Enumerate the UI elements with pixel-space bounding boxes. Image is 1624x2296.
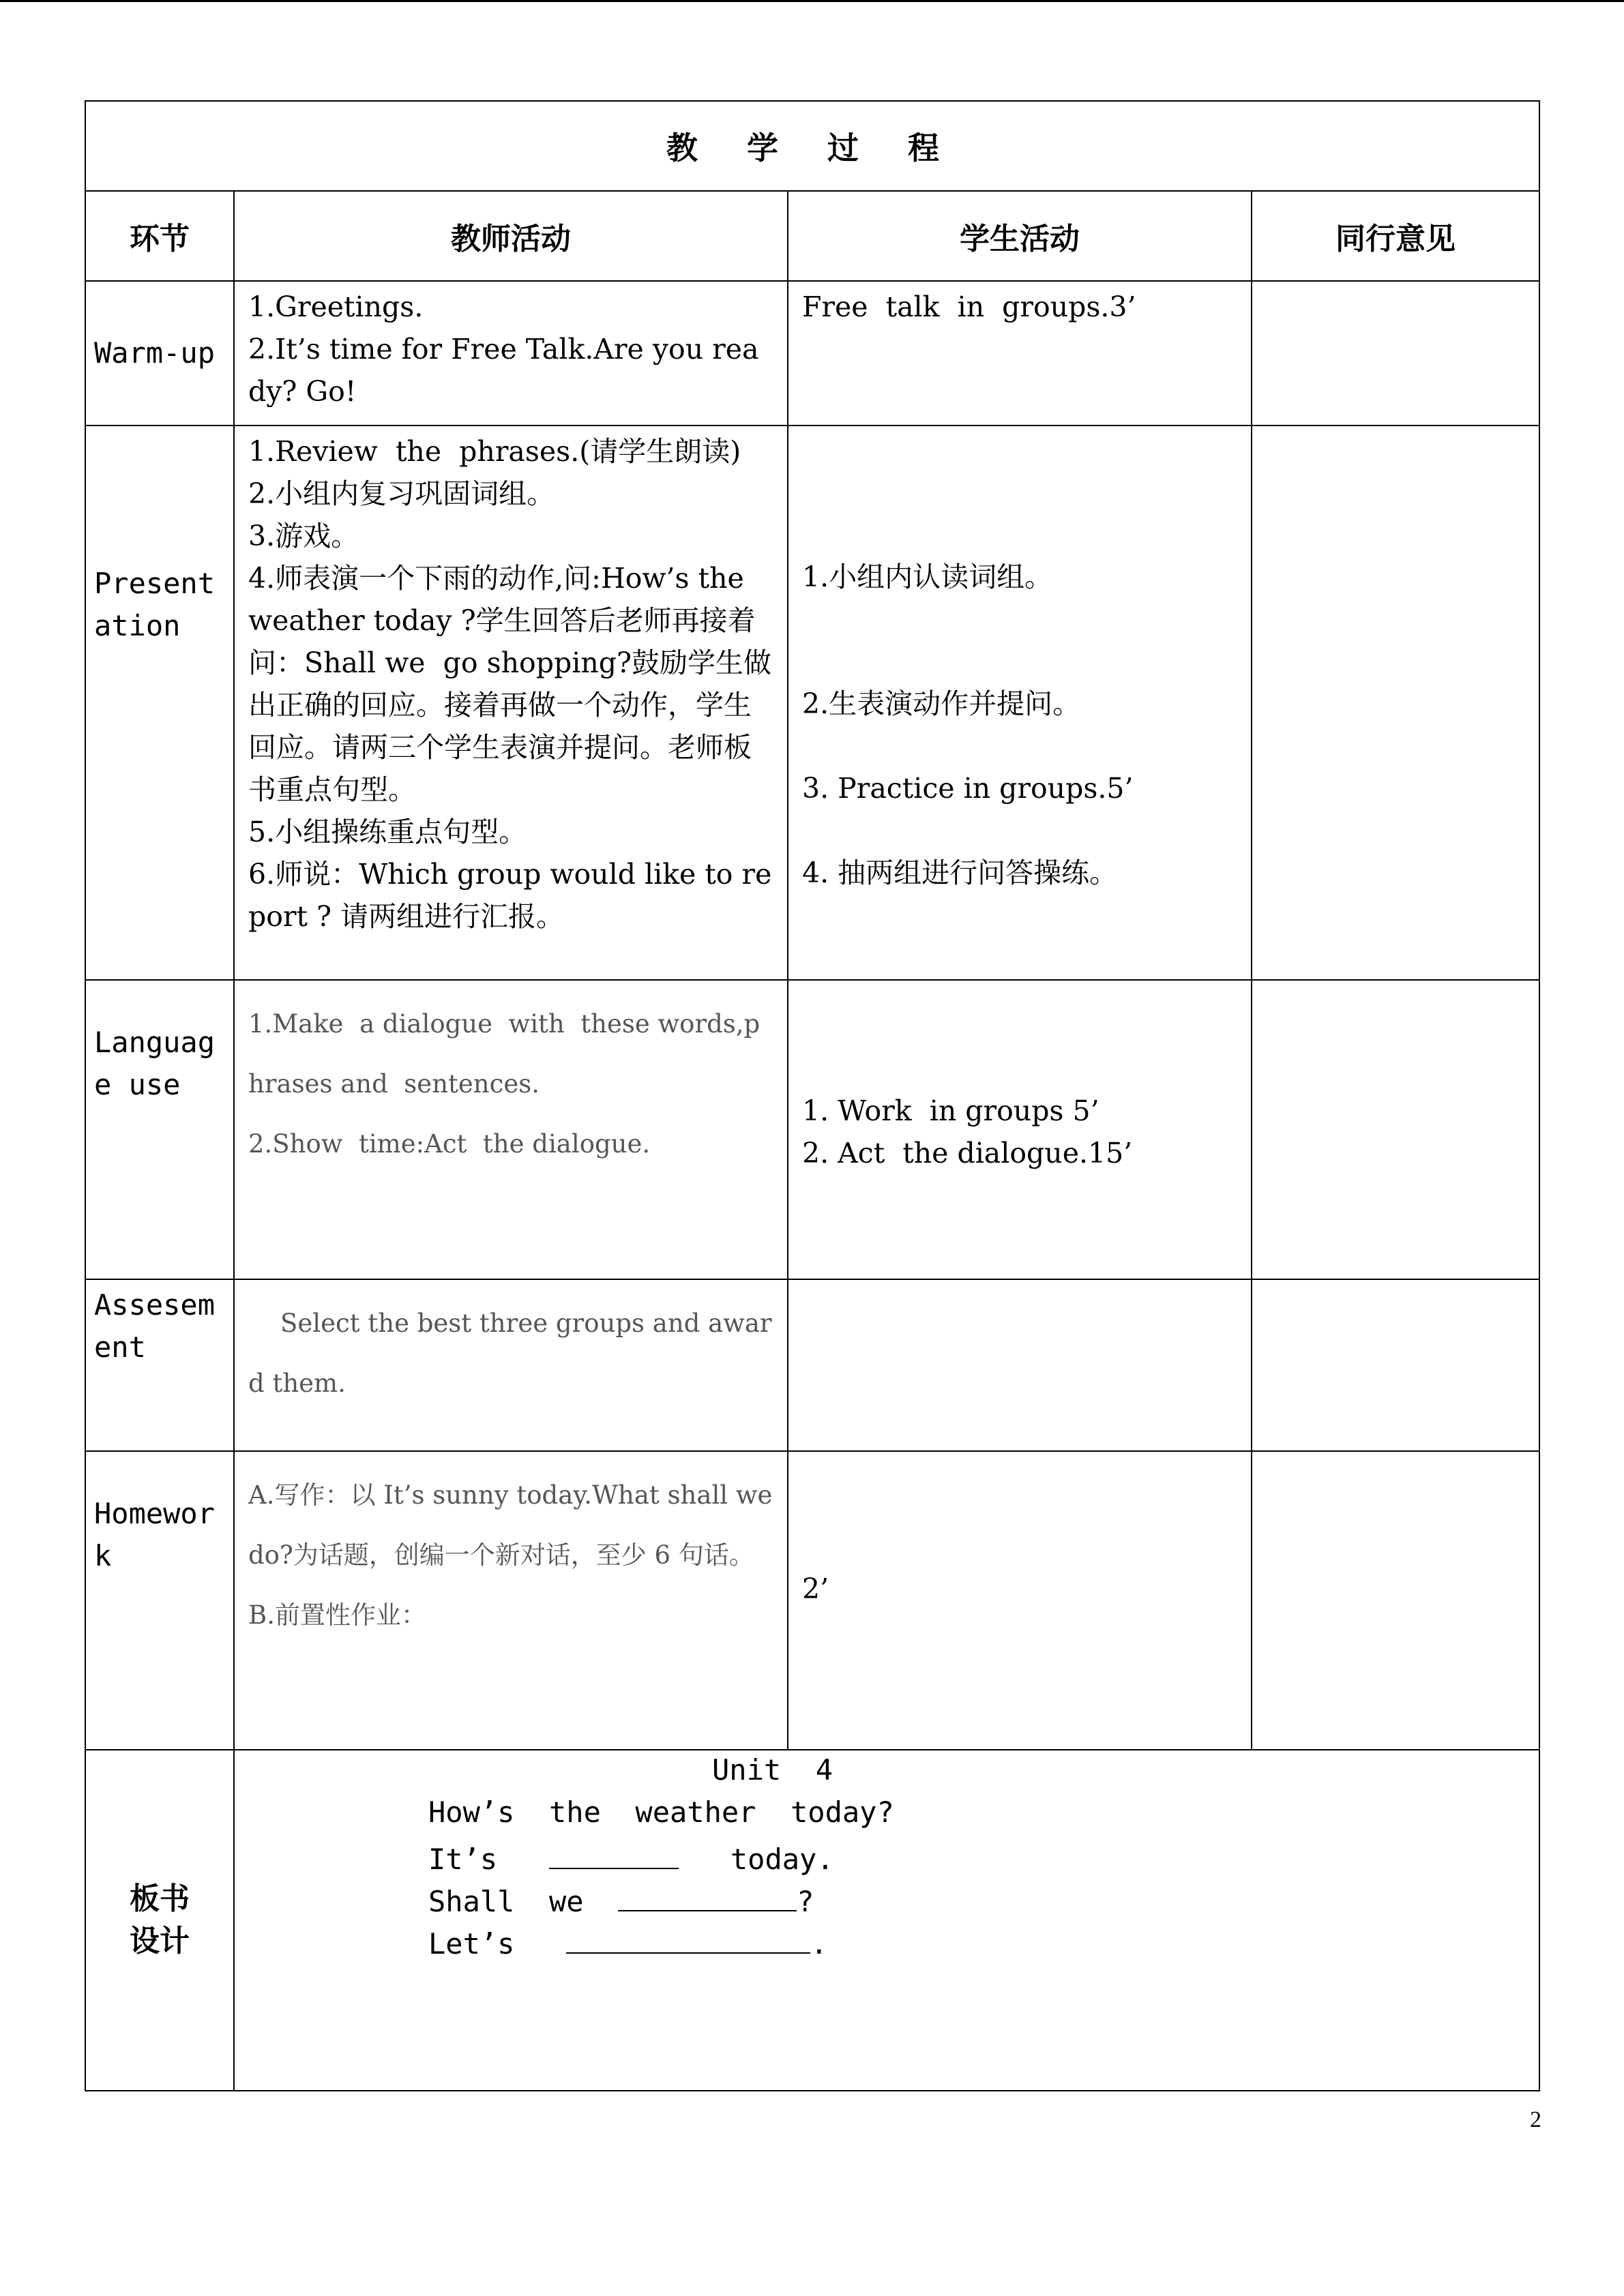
- student-warmup: [788, 281, 1252, 426]
- board-line-3: [428, 1880, 814, 1918]
- student-homework: [788, 1451, 1252, 1750]
- student-language-line: 1. Work in groups 5’: [802, 1094, 1099, 1128]
- row-language-use: [85, 980, 1539, 1279]
- header-peer-opinion: 同行意见: [1252, 191, 1539, 281]
- peer-assessment: [1252, 1279, 1539, 1451]
- header-stage: 环节: [85, 191, 234, 281]
- stage-presentation-text: Presentation: [94, 567, 216, 643]
- table-title: 教 学 过 程: [85, 101, 1539, 191]
- board-blank-3: [566, 1922, 810, 1954]
- row-assessment: [85, 1279, 1539, 1451]
- board-design-content: [234, 1750, 1539, 2091]
- teacher-language-line: 2.Show time:Act the dialogue.: [248, 1129, 651, 1159]
- student-language-use: [788, 980, 1252, 1279]
- teacher-presentation-line: 1.Review the phrases.(请学生朗读): [248, 435, 741, 468]
- lesson-plan-table: [85, 100, 1540, 2091]
- student-homework-line: 2’: [802, 1572, 829, 1605]
- student-presentation: [788, 426, 1252, 980]
- teacher-presentation-line: 3.游戏。: [248, 520, 359, 553]
- row-board-design: [85, 1750, 1539, 2091]
- teacher-language-use: [234, 980, 788, 1279]
- stage-assessment-text: Assesement: [94, 1287, 216, 1364]
- stage-board-design: [85, 1750, 234, 2091]
- board-line-4-end: .: [810, 1926, 828, 1960]
- board-blank-2: [618, 1880, 797, 1911]
- header-row: [85, 191, 1539, 281]
- teacher-warmup-line: 1.Greetings.: [248, 290, 424, 324]
- board-line-2: [428, 1838, 834, 1876]
- board-line-4: [428, 1922, 828, 1960]
- stage-presentation: [85, 426, 234, 980]
- student-presentation-line: 1.小组内认读词组。: [802, 561, 1053, 594]
- peer-warmup: [1252, 281, 1539, 426]
- header-teacher-activity: 教师活动: [234, 191, 788, 281]
- stage-homework: [85, 1451, 234, 1750]
- student-warmup-line: Free talk in groups.3’: [802, 290, 1136, 324]
- stage-homework-text: Homework: [94, 1496, 216, 1572]
- header-student-activity: 学生活动: [788, 191, 1252, 281]
- board-line-1: How’s the weather today?: [428, 1795, 894, 1829]
- board-unit: Unit 4: [712, 1753, 833, 1787]
- teacher-warmup: [234, 281, 788, 426]
- board-line-3-start: Shall we: [428, 1884, 584, 1918]
- peer-homework: [1252, 1451, 1539, 1750]
- peer-language-use: [1252, 980, 1539, 1279]
- row-homework: [85, 1451, 1539, 1750]
- teacher-assessment-line: Select the best three groups and award them.: [248, 1308, 772, 1398]
- page-number: 2: [1530, 2107, 1541, 2132]
- stage-warmup: Warm-up: [85, 281, 234, 426]
- board-line-2-end: today.: [730, 1842, 834, 1876]
- teacher-presentation-line: 4.师表演一个下雨的动作,问:How’s the weather today ?学生回答后老师再接着问：Shall we go shopping?鼓励学生做出正确的回应。接着再做一个动作，学生回应。请两三个学生表演并提问。老师板书重点句型。: [248, 562, 771, 807]
- board-line-2-start: It’s: [428, 1842, 498, 1876]
- student-assessment: [788, 1279, 1252, 1451]
- teacher-warmup-line: 2.It’s time for Free Talk.Are you ready? Go!: [248, 333, 759, 408]
- peer-presentation: [1252, 426, 1539, 980]
- board-blank-1: [549, 1838, 679, 1869]
- stage-language-use: [85, 980, 234, 1279]
- teacher-presentation-line: 6.师说：Which group would like to report ? 请两组进行汇报。: [248, 858, 772, 934]
- student-presentation-line: 2.生表演动作并提问。: [802, 687, 1081, 721]
- row-presentation: [85, 426, 1539, 980]
- student-presentation-line: 4. 抽两组进行问答操练。: [802, 856, 1118, 890]
- row-warmup: [85, 281, 1539, 426]
- teacher-homework-line: B.前置性作业：: [248, 1600, 426, 1630]
- teacher-homework: [234, 1451, 788, 1750]
- top-border: [0, 0, 1624, 2]
- teacher-presentation-line: 5.小组操练重点句型。: [248, 816, 527, 849]
- teacher-homework-line: A.写作：以 It’s sunny today.What shall we do?为话题，创编一个新对话，至少 6 句话。: [248, 1480, 781, 1570]
- stage-assessment: [85, 1279, 234, 1451]
- board-line-4-start: Let’s: [428, 1926, 515, 1960]
- stage-board-text: 板书设计: [130, 1881, 190, 1958]
- stage-language-text: Language use: [94, 1026, 216, 1102]
- board-line-3-end: ?: [797, 1884, 814, 1918]
- teacher-language-line: 1.Make a dialogue with these words,phrases and sentences.: [248, 1009, 761, 1099]
- student-presentation-line: 3. Practice in groups.5’: [802, 772, 1134, 805]
- teacher-presentation-line: 2.小组内复习巩固词组。: [248, 477, 555, 511]
- teacher-assessment: [234, 1279, 788, 1451]
- student-language-line: 2. Act the dialogue.15’: [802, 1137, 1133, 1170]
- title-row: [85, 101, 1539, 191]
- teacher-presentation: [234, 426, 788, 980]
